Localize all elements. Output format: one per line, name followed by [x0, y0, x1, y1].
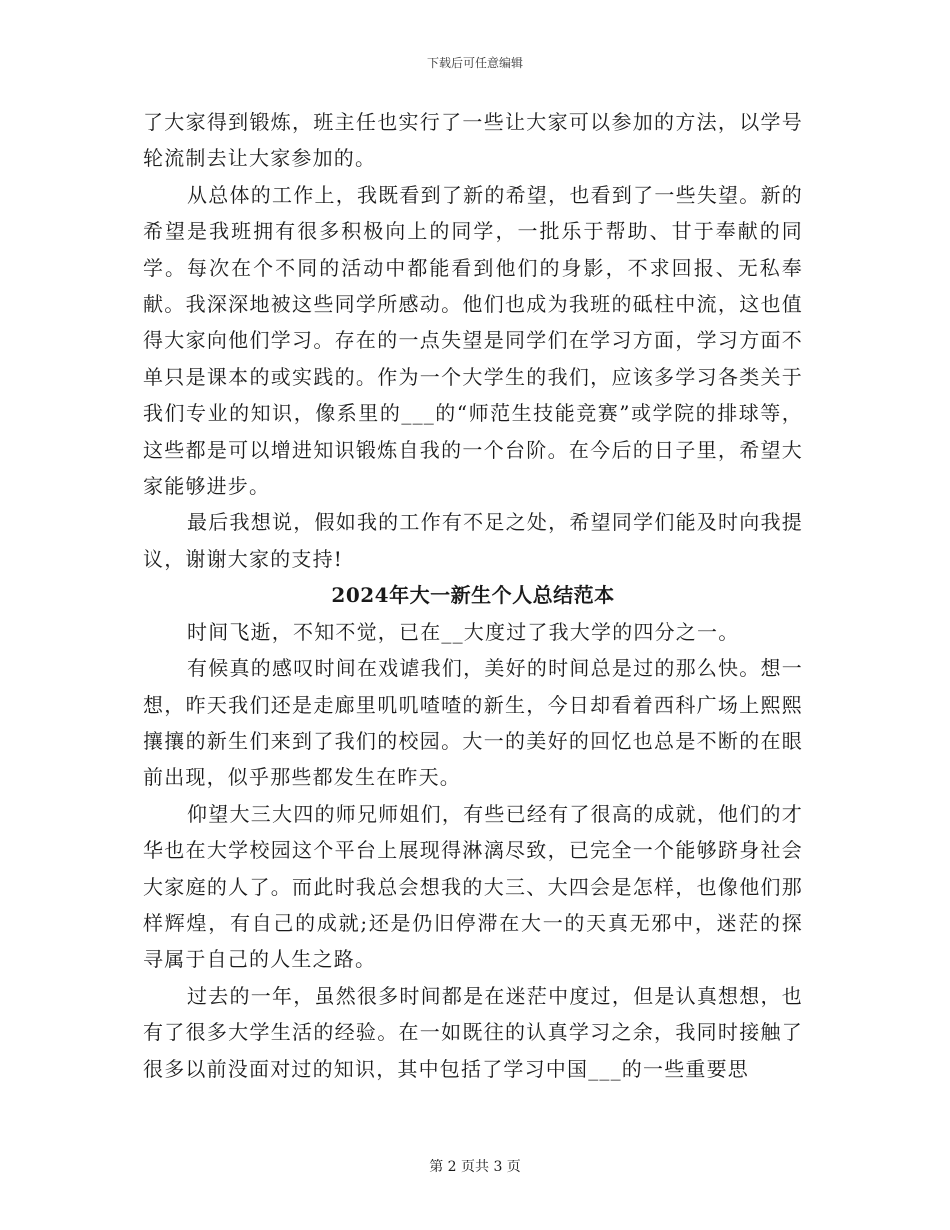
- paragraph: 过去的一年，虽然很多时间都是在迷茫中度过，但是认真想想，也有了很多大学生活的经验。在一如既往的认真学习之余，我同时接触了很多以前没面对过的知识，其中包括了学习中国___的一些重要思: [143, 983, 803, 1081]
- page-header: 下载后可任意编辑: [426, 56, 523, 70]
- section-title: 2024年大一新生个人总结范本: [331, 583, 615, 608]
- page-footer: 第 2 页共 3 页: [429, 1159, 521, 1175]
- paragraph: 最后我想说，假如我的工作有不足之处，希望同学们能及时向我提议，谢谢大家的支持!: [143, 510, 803, 571]
- paragraph: 仰望大三大四的师兄师姐们，有些已经有了很高的成就，他们的才华也在大学校园这个平台上展现得淋漓尽致，已完全一个能够跻身社会大家庭的人了。而此时我总会想我的大三、大四会是怎样，也像他们那样辉煌，有自己的成就;还是仍旧停滞在大一的天真无邪中，迷茫的探寻属于自己的人生之路。: [143, 801, 803, 972]
- paragraph: 了大家得到锻炼，班主任也实行了一些让大家可以参加的方法，以学号轮流制去让大家参加的。: [143, 110, 803, 171]
- paragraph: 时间飞逝，不知不觉，已在__大度过了我大学的四分之一。: [187, 619, 740, 644]
- paragraph: 从总体的工作上，我既看到了新的希望，也看到了一些失望。新的希望是我班拥有很多积极向上的同学，一批乐于帮助、甘于奉献的同学。每次在个不同的活动中都能看到他们的身影，不求回报、无私奉献。我深深地被这些同学所感动。他们也成为我班的砥柱中流，这也值得大家向他们学习。存在的一点失望是同学们在学习方面，学习方面不单只是课本的或实践的。作为一个大学生的我们，应该多学习各类关于我们专业的知识，像系里的___的“师范生技能竞赛”或学院的排球等，这些都是可以增进知识锻炼自我的一个台阶。在今后的日子里，希望大家能够进步。: [143, 182, 803, 499]
- paragraph: 有候真的感叹时间在戏谑我们，美好的时间总是过的那么快。想一想，昨天我们还是走廊里叽叽喳喳的新生，今日却看着西科广场上熙熙攘攘的新生们来到了我们的校园。大一的美好的回忆也总是不断的在眼前出现，似乎那些都发生在昨天。: [143, 656, 803, 790]
- document-body: [143, 104, 803, 1087]
